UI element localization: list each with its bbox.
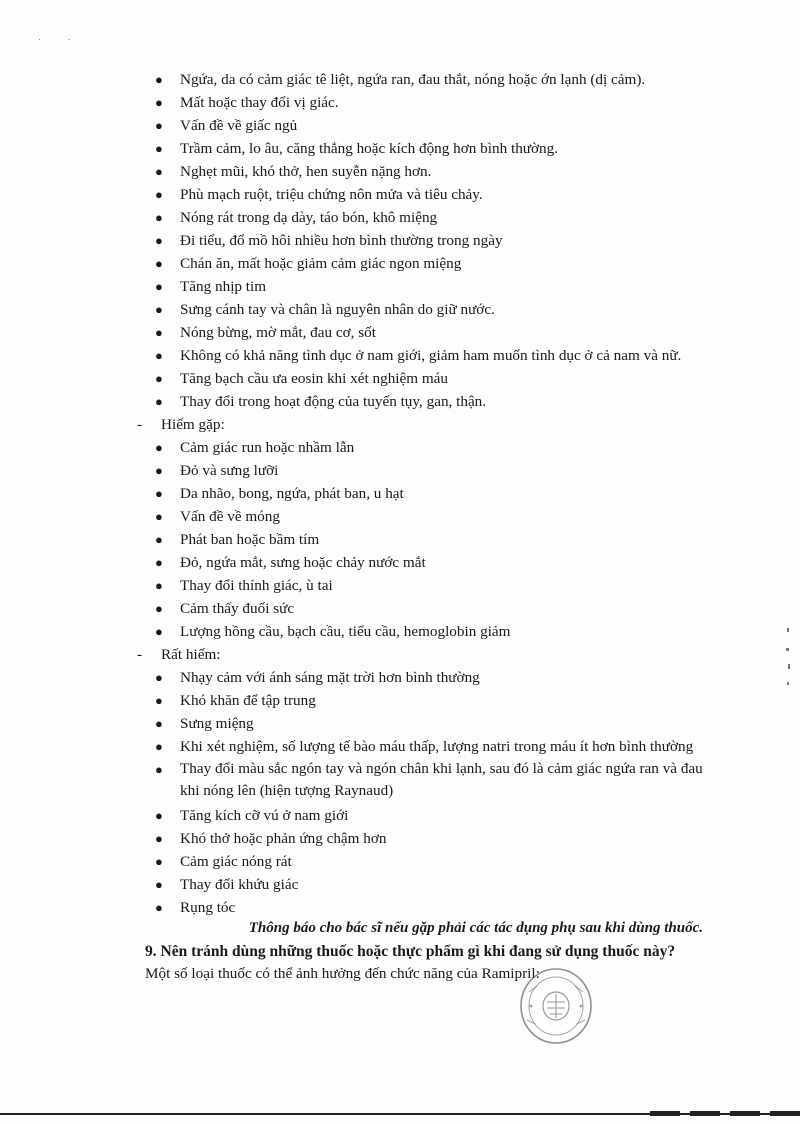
list-item [0,505,800,528]
list-item [0,620,800,643]
list-item [0,344,800,367]
list-item [0,528,800,551]
list-item-text: Vấn đề về móng [180,508,280,525]
bullet-icon: ● [155,187,163,202]
list-item [0,298,800,321]
bullet-icon: ● [155,256,163,271]
list-item-text: Đỏ và sưng lưỡi [180,462,279,479]
bullet-icon: ● [155,762,163,777]
notice-text: Thông báo cho bác sĩ nếu gặp phải các tác dụng phụ sau khi dùng thuốc. [248,920,703,936]
list-item [0,804,800,827]
bullet-icon: ● [155,693,163,708]
list-item [0,367,800,390]
bullet-icon: ● [155,831,163,846]
list-item [0,275,800,298]
list-item-text: Tăng nhịp tim [180,278,267,295]
list-item-text: Sưng miệng [180,715,254,732]
bullet-icon: ● [155,164,163,179]
list-item [0,229,800,252]
list-item [0,206,800,229]
bullet-icon: ● [155,394,163,409]
bullet-icon: ● [155,463,163,478]
bullet-icon: ● [155,348,163,363]
bullet-icon: ● [155,716,163,731]
list-item [0,827,800,850]
list-item-text: Phù mạch ruột, triệu chứng nôn mửa và tiêu chảy. [180,186,483,203]
bullet-icon: ● [155,279,163,294]
section-9-intro: Một số loại thuốc có thể ảnh hưởng đến chức năng của Ramipril: [145,965,540,982]
list-item [0,91,800,114]
bullet-icon: ● [155,302,163,317]
bullet-icon: ● [155,210,163,225]
list-item [0,551,800,574]
bullet-icon: ● [155,808,163,823]
list-item-text: Da nhão, bong, ngứa, phát ban, u hạt [180,485,404,502]
bullet-icon: ● [155,371,163,386]
list-item [0,137,800,160]
list-item-text: Thay đổi màu sắc ngón tay và ngón chân khi lạnh, sau đó là cảm giác ngứa ran và đau khi nóng lên (hiện tượng Raynaud) [180,760,703,799]
list-item [0,574,800,597]
list-item-text: Chán ăn, mất hoặc giảm cảm giác ngon miệng [180,255,462,272]
bullet-icon: ● [155,486,163,501]
list-item [0,459,800,482]
list-item [0,896,800,919]
list-item [0,873,800,896]
bottom-dashes [650,1111,800,1116]
list-item [0,436,800,459]
list-item-text: Trầm cảm, lo âu, căng thẳng hoặc kích động hơn bình thường. [180,140,559,157]
list-item-text: Vấn đề về giấc ngủ [180,117,298,134]
dash-marker: - [137,416,143,433]
bullet-icon: ● [155,509,163,524]
bullet-icon: ● [155,624,163,639]
bullet-icon: ● [155,900,163,915]
list-item [0,160,800,183]
list-item-text: Lượng hồng cầu, bạch cầu, tiểu cầu, hemoglobin giảm [180,623,511,640]
list-item [0,597,800,620]
list-item-text: Thay đổi trong hoạt động của tuyến tụy, gan, thận. [180,393,487,410]
list-item [0,482,800,505]
bullet-icon: ● [155,601,163,616]
list-item-text: Tăng bạch cầu ưa eosin khi xét nghiệm máu [180,370,449,387]
list-item [0,850,800,873]
bullet-icon: ● [155,141,163,156]
list-item-text: Nghẹt mũi, khó thở, hen suyễn nặng hơn. [180,163,432,180]
list-item [0,689,800,712]
list-item-text: Không có khả năng tình dục ở nam giới, giảm ham muốn tình dục ở cả nam và nữ. [180,347,682,364]
section-title: Hiếm gặp: [161,416,225,433]
bullet-icon: ● [155,670,163,685]
list-item [0,758,800,804]
list-item [0,321,800,344]
bullet-icon: ● [155,578,163,593]
bullet-icon: ● [155,877,163,892]
list-item [0,114,800,137]
list-item-text: Nóng rát trong dạ dày, táo bón, khô miệng [180,209,438,226]
list-item [0,666,800,689]
bullet-icon: ● [155,72,163,87]
list-item-text: Ngứa, da có cảm giác tê liệt, ngứa ran, đau thắt, nóng hoặc ớn lạnh (dị cảm). [180,71,646,88]
bullet-icon: ● [155,118,163,133]
list-item-text: Nhạy cảm với ánh sáng mặt trời hơn bình thường [180,669,480,686]
bullet-icon: ● [155,325,163,340]
list-item-text: Thay đổi khứu giác [180,876,299,893]
list-item-text: Mất hoặc thay đổi vị giác. [180,94,339,111]
side-effects-list [0,68,800,919]
list-item [0,183,800,206]
list-item [0,252,800,275]
list-item-text: Cảm giác run hoặc nhầm lẫn [180,439,355,456]
bullet-icon: ● [155,532,163,547]
official-stamp [517,962,595,1046]
list-item [0,68,800,91]
list-item [0,735,800,758]
list-item-text: Cảm thấy đuối sức [180,600,295,617]
dash-marker: - [137,646,143,663]
list-item-text: Cảm giác nóng rát [180,853,292,870]
list-item-text: Đỏ, ngứa mắt, sưng hoặc chảy nước mắt [180,554,426,571]
bullet-icon: ● [155,95,163,110]
list-item [0,390,800,413]
list-item-text: Thay đổi thính giác, ù tai [180,577,333,594]
list-item-text: Rụng tóc [180,899,236,916]
bullet-icon: ● [155,739,163,754]
list-item-text: Khó thở hoặc phản ứng chậm hơn [180,830,387,847]
list-item-text: Tăng kích cỡ vú ở nam giới [180,807,349,824]
bullet-icon: ● [155,440,163,455]
list-item-text: Khó khăn để tập trung [180,692,316,709]
section-heading [0,413,800,436]
bullet-icon: ● [155,233,163,248]
section-title: Rất hiếm: [161,646,221,663]
list-item [0,712,800,735]
list-item-text: Đi tiểu, đổ mồ hôi nhiều hơn bình thường trong ngày [180,232,503,249]
list-item-text: Phát ban hoặc bầm tím [180,531,320,548]
list-item-text: Sưng cánh tay và chân là nguyên nhân do giữ nước. [180,301,495,318]
scan-specks: ˙˙ [38,38,97,49]
scan-edge-marks [784,620,792,700]
section-9-heading: 9. Nên tránh dùng những thuốc hoặc thực phẩm gì khi đang sử dụng thuốc này? [145,943,676,960]
section-heading [0,643,800,666]
list-item-text: Nóng bừng, mờ mắt, đau cơ, sốt [180,324,376,341]
list-item-text: Khi xét nghiệm, số lượng tế bào máu thấp, lượng natri trong máu ít hơn bình thường [180,738,694,755]
bullet-icon: ● [155,555,163,570]
bullet-icon: ● [155,854,163,869]
